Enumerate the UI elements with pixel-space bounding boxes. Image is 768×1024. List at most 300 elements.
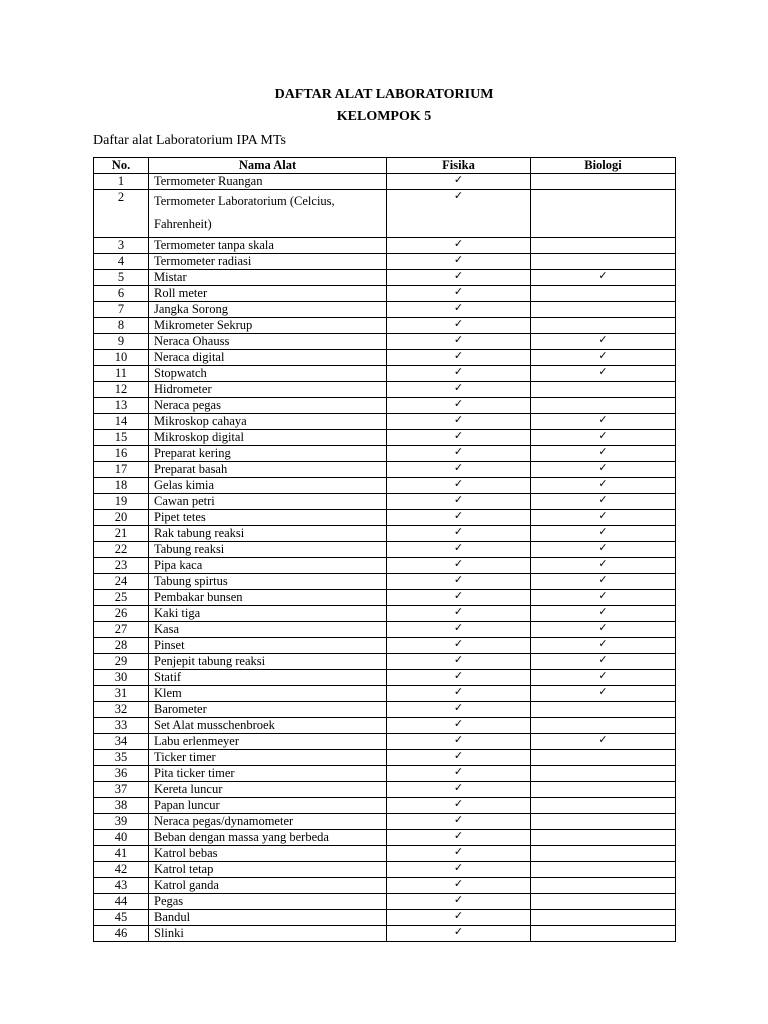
checkmark-icon: ✓ <box>598 270 608 282</box>
checkmark-icon: ✓ <box>453 766 464 778</box>
row-number: 21 <box>94 526 149 542</box>
checkmark-icon: ✓ <box>598 622 608 634</box>
equipment-name: Mikroskop digital <box>149 430 387 446</box>
intro-text: Daftar alat Laboratorium IPA MTs <box>93 133 286 148</box>
checkmark-icon: ✓ <box>453 830 464 842</box>
row-number: 18 <box>94 478 149 494</box>
checkmark-icon: ✓ <box>598 478 608 490</box>
biologi-cell <box>531 510 676 526</box>
checkmark-icon: ✓ <box>598 446 608 458</box>
equipment-name: Pita ticker timer <box>149 766 387 782</box>
biologi-cell <box>531 382 676 398</box>
biologi-cell <box>531 414 676 430</box>
checkmark-icon: ✓ <box>453 510 464 522</box>
checkmark-icon: ✓ <box>598 366 608 378</box>
biologi-cell <box>531 846 676 862</box>
equipment-table <box>93 157 676 942</box>
checkmark-icon: ✓ <box>453 366 464 378</box>
checkmark-icon: ✓ <box>453 910 464 922</box>
checkmark-icon: ✓ <box>453 798 464 810</box>
row-number: 7 <box>94 302 149 318</box>
checkmark-icon: ✓ <box>453 542 464 554</box>
checkmark-icon: ✓ <box>598 606 608 618</box>
row-number: 34 <box>94 734 149 750</box>
table-row <box>94 318 676 334</box>
checkmark-icon: ✓ <box>598 654 608 666</box>
checkmark-icon: ✓ <box>598 638 608 650</box>
fisika-cell <box>387 574 531 590</box>
table-row <box>94 302 676 318</box>
biologi-cell <box>531 334 676 350</box>
row-number: 22 <box>94 542 149 558</box>
checkmark-icon: ✓ <box>453 254 464 266</box>
biologi-cell <box>531 798 676 814</box>
equipment-name: Pegas <box>149 894 387 910</box>
biologi-cell <box>531 478 676 494</box>
fisika-cell <box>387 670 531 686</box>
fisika-cell <box>387 254 531 270</box>
table-row <box>94 382 676 398</box>
equipment-name: Statif <box>149 670 387 686</box>
table-row <box>94 894 676 910</box>
biologi-cell <box>531 254 676 270</box>
biologi-cell <box>531 542 676 558</box>
biologi-cell <box>531 398 676 414</box>
checkmark-icon: ✓ <box>453 174 464 186</box>
checkmark-icon: ✓ <box>453 350 464 362</box>
equipment-name: Preparat kering <box>149 446 387 462</box>
equipment-name: Barometer <box>149 702 387 718</box>
checkmark-icon: ✓ <box>453 430 464 442</box>
table-row <box>94 334 676 350</box>
checkmark-icon: ✓ <box>453 750 464 762</box>
checkmark-icon: ✓ <box>598 334 608 346</box>
row-number: 46 <box>94 926 149 942</box>
fisika-cell <box>387 798 531 814</box>
checkmark-icon: ✓ <box>453 494 464 506</box>
row-number: 23 <box>94 558 149 574</box>
checkmark-icon: ✓ <box>453 862 464 874</box>
biologi-cell <box>531 606 676 622</box>
checkmark-icon: ✓ <box>453 414 464 426</box>
fisika-cell <box>387 830 531 846</box>
row-number: 39 <box>94 814 149 830</box>
checkmark-icon: ✓ <box>598 574 608 586</box>
equipment-name: Preparat basah <box>149 462 387 478</box>
row-number: 35 <box>94 750 149 766</box>
fisika-cell <box>387 558 531 574</box>
checkmark-icon: ✓ <box>453 270 464 282</box>
equipment-name: Tabung reaksi <box>149 542 387 558</box>
checkmark-icon: ✓ <box>453 590 464 602</box>
table-header-row <box>94 158 676 174</box>
equipment-name: Mikroskop cahaya <box>149 414 387 430</box>
fisika-cell <box>387 702 531 718</box>
table-row <box>94 782 676 798</box>
biologi-cell <box>531 318 676 334</box>
fisika-cell <box>387 350 531 366</box>
table-row <box>94 526 676 542</box>
table-row <box>94 174 676 190</box>
biologi-cell <box>531 766 676 782</box>
checkmark-icon: ✓ <box>453 782 464 794</box>
checkmark-icon: ✓ <box>598 494 608 506</box>
table-row <box>94 398 676 414</box>
table-row <box>94 734 676 750</box>
equipment-name: Gelas kimia <box>149 478 387 494</box>
table-row <box>94 766 676 782</box>
row-number: 41 <box>94 846 149 862</box>
fisika-cell <box>387 286 531 302</box>
checkmark-icon: ✓ <box>453 686 464 698</box>
checkmark-icon: ✓ <box>453 462 464 474</box>
fisika-cell <box>387 766 531 782</box>
fisika-cell <box>387 542 531 558</box>
biologi-cell <box>531 350 676 366</box>
table-row <box>94 750 676 766</box>
equipment-name: Hidrometer <box>149 382 387 398</box>
row-number: 43 <box>94 878 149 894</box>
equipment-name: Termometer radiasi <box>149 254 387 270</box>
checkmark-icon: ✓ <box>453 302 464 314</box>
equipment-name: Pembakar bunsen <box>149 590 387 606</box>
row-number: 33 <box>94 718 149 734</box>
checkmark-icon: ✓ <box>453 446 464 458</box>
table-row <box>94 830 676 846</box>
biologi-cell <box>531 286 676 302</box>
table-row <box>94 190 676 238</box>
row-number: 9 <box>94 334 149 350</box>
row-number: 6 <box>94 286 149 302</box>
fisika-cell <box>387 174 531 190</box>
table-row <box>94 478 676 494</box>
equipment-name: Mikrometer Sekrup <box>149 318 387 334</box>
fisika-cell <box>387 606 531 622</box>
row-number: 45 <box>94 910 149 926</box>
checkmark-icon: ✓ <box>453 606 464 618</box>
biologi-cell <box>531 670 676 686</box>
checkmark-icon: ✓ <box>598 542 608 554</box>
fisika-cell <box>387 734 531 750</box>
biologi-cell <box>531 814 676 830</box>
checkmark-icon: ✓ <box>453 638 464 650</box>
fisika-cell <box>387 238 531 254</box>
equipment-name: Kaki tiga <box>149 606 387 622</box>
equipment-name: Labu erlenmeyer <box>149 734 387 750</box>
equipment-name: Bandul <box>149 910 387 926</box>
table-row <box>94 590 676 606</box>
fisika-cell <box>387 302 531 318</box>
checkmark-icon: ✓ <box>598 670 608 682</box>
equipment-name: Katrol ganda <box>149 878 387 894</box>
checkmark-icon: ✓ <box>598 558 608 570</box>
checkmark-icon: ✓ <box>453 318 464 330</box>
checkmark-icon: ✓ <box>453 286 464 298</box>
checkmark-icon: ✓ <box>453 190 464 202</box>
row-number: 15 <box>94 430 149 446</box>
fisika-cell <box>387 654 531 670</box>
row-number: 14 <box>94 414 149 430</box>
row-number: 30 <box>94 670 149 686</box>
equipment-name: Set Alat musschenbroek <box>149 718 387 734</box>
fisika-cell <box>387 638 531 654</box>
table-row <box>94 238 676 254</box>
checkmark-icon: ✓ <box>453 878 464 890</box>
fisika-cell <box>387 190 531 238</box>
equipment-name: Pipet tetes <box>149 510 387 526</box>
biologi-cell <box>531 878 676 894</box>
fisika-cell <box>387 894 531 910</box>
biologi-cell <box>531 174 676 190</box>
equipment-name: Pinset <box>149 638 387 654</box>
checkmark-icon: ✓ <box>453 718 464 730</box>
fisika-cell <box>387 366 531 382</box>
table-row <box>94 878 676 894</box>
equipment-name: Mistar <box>149 270 387 286</box>
row-number: 11 <box>94 366 149 382</box>
row-number: 5 <box>94 270 149 286</box>
biologi-cell <box>531 622 676 638</box>
table-row <box>94 254 676 270</box>
checkmark-icon: ✓ <box>598 462 608 474</box>
fisika-cell <box>387 814 531 830</box>
table-row <box>94 430 676 446</box>
fisika-cell <box>387 446 531 462</box>
checkmark-icon: ✓ <box>453 670 464 682</box>
fisika-cell <box>387 926 531 942</box>
row-number: 27 <box>94 622 149 638</box>
row-number: 32 <box>94 702 149 718</box>
fisika-cell <box>387 782 531 798</box>
row-number: 20 <box>94 510 149 526</box>
equipment-name: Kasa <box>149 622 387 638</box>
row-number: 36 <box>94 766 149 782</box>
fisika-cell <box>387 750 531 766</box>
fisika-cell <box>387 462 531 478</box>
equipment-name: Katrol bebas <box>149 846 387 862</box>
row-number: 17 <box>94 462 149 478</box>
fisika-cell <box>387 622 531 638</box>
fisika-cell <box>387 334 531 350</box>
checkmark-icon: ✓ <box>453 478 464 490</box>
equipment-name: Neraca digital <box>149 350 387 366</box>
fisika-cell <box>387 910 531 926</box>
equipment-name: Kereta luncur <box>149 782 387 798</box>
biologi-cell <box>531 558 676 574</box>
checkmark-icon: ✓ <box>453 526 464 538</box>
equipment-name: Pipa kaca <box>149 558 387 574</box>
table-row <box>94 414 676 430</box>
biologi-cell <box>531 190 676 238</box>
biologi-cell <box>531 718 676 734</box>
table-row <box>94 622 676 638</box>
row-number: 3 <box>94 238 149 254</box>
checkmark-icon: ✓ <box>598 414 608 426</box>
checkmark-icon: ✓ <box>453 238 464 250</box>
fisika-cell <box>387 590 531 606</box>
table-row <box>94 510 676 526</box>
equipment-name: Termometer Ruangan <box>149 174 387 190</box>
biologi-cell <box>531 830 676 846</box>
checkmark-icon: ✓ <box>453 702 464 714</box>
fisika-cell <box>387 718 531 734</box>
row-number: 10 <box>94 350 149 366</box>
table-row <box>94 574 676 590</box>
header-fisika: Fisika <box>387 158 531 174</box>
equipment-name: Stopwatch <box>149 366 387 382</box>
table-row <box>94 718 676 734</box>
fisika-cell <box>387 414 531 430</box>
checkmark-icon: ✓ <box>598 686 608 698</box>
row-number: 26 <box>94 606 149 622</box>
table-row <box>94 462 676 478</box>
row-number: 28 <box>94 638 149 654</box>
table-row <box>94 814 676 830</box>
checkmark-icon: ✓ <box>453 846 464 858</box>
equipment-name: Katrol tetap <box>149 862 387 878</box>
checkmark-icon: ✓ <box>453 734 464 746</box>
equipment-name: Penjepit tabung reaksi <box>149 654 387 670</box>
fisika-cell <box>387 526 531 542</box>
checkmark-icon: ✓ <box>598 430 608 442</box>
fisika-cell <box>387 510 531 526</box>
fisika-cell <box>387 846 531 862</box>
row-number: 8 <box>94 318 149 334</box>
fisika-cell <box>387 382 531 398</box>
row-number: 19 <box>94 494 149 510</box>
checkmark-icon: ✓ <box>453 558 464 570</box>
row-number: 42 <box>94 862 149 878</box>
equipment-name: Termometer Laboratorium (Celcius, Fahrenheit) <box>149 190 387 238</box>
header-name: Nama Alat <box>149 158 387 174</box>
biologi-cell <box>531 702 676 718</box>
table-row <box>94 910 676 926</box>
fisika-cell <box>387 494 531 510</box>
table-row <box>94 270 676 286</box>
row-number: 31 <box>94 686 149 702</box>
fisika-cell <box>387 270 531 286</box>
biologi-cell <box>531 638 676 654</box>
equipment-name: Neraca Ohauss <box>149 334 387 350</box>
fisika-cell <box>387 318 531 334</box>
checkmark-icon: ✓ <box>453 574 464 586</box>
biologi-cell <box>531 926 676 942</box>
table-row <box>94 846 676 862</box>
biologi-cell <box>531 494 676 510</box>
fisika-cell <box>387 862 531 878</box>
table-row <box>94 542 676 558</box>
row-number: 2 <box>94 190 149 238</box>
biologi-cell <box>531 430 676 446</box>
biologi-cell <box>531 574 676 590</box>
equipment-name: Beban dengan massa yang berbeda <box>149 830 387 846</box>
equipment-name: Slinki <box>149 926 387 942</box>
biologi-cell <box>531 894 676 910</box>
row-number: 40 <box>94 830 149 846</box>
biologi-cell <box>531 862 676 878</box>
checkmark-icon: ✓ <box>598 350 608 362</box>
table-row <box>94 286 676 302</box>
table-row <box>94 798 676 814</box>
equipment-name: Cawan petri <box>149 494 387 510</box>
table-row <box>94 494 676 510</box>
checkmark-icon: ✓ <box>453 382 464 394</box>
biologi-cell <box>531 366 676 382</box>
checkmark-icon: ✓ <box>453 814 464 826</box>
biologi-cell <box>531 750 676 766</box>
equipment-name: Roll meter <box>149 286 387 302</box>
equipment-name: Neraca pegas <box>149 398 387 414</box>
row-number: 44 <box>94 894 149 910</box>
biologi-cell <box>531 590 676 606</box>
header-biologi: Biologi <box>531 158 676 174</box>
table-row <box>94 702 676 718</box>
biologi-cell <box>531 302 676 318</box>
checkmark-icon: ✓ <box>453 926 464 938</box>
row-number: 24 <box>94 574 149 590</box>
biologi-cell <box>531 270 676 286</box>
checkmark-icon: ✓ <box>453 398 464 410</box>
row-number: 29 <box>94 654 149 670</box>
biologi-cell <box>531 654 676 670</box>
biologi-cell <box>531 238 676 254</box>
table-row <box>94 670 676 686</box>
equipment-name: Termometer tanpa skala <box>149 238 387 254</box>
biologi-cell <box>531 782 676 798</box>
table-row <box>94 558 676 574</box>
table-row <box>94 862 676 878</box>
fisika-cell <box>387 878 531 894</box>
checkmark-icon: ✓ <box>453 654 464 666</box>
checkmark-icon: ✓ <box>598 526 608 538</box>
fisika-cell <box>387 686 531 702</box>
row-number: 25 <box>94 590 149 606</box>
equipment-name: Papan luncur <box>149 798 387 814</box>
equipment-name: Tabung spirtus <box>149 574 387 590</box>
row-number: 13 <box>94 398 149 414</box>
table-row <box>94 926 676 942</box>
checkmark-icon: ✓ <box>598 734 608 746</box>
table-row <box>94 350 676 366</box>
checkmark-icon: ✓ <box>453 622 464 634</box>
row-number: 12 <box>94 382 149 398</box>
table-row <box>94 366 676 382</box>
biologi-cell <box>531 734 676 750</box>
document-title: DAFTAR ALAT LABORATORIUM <box>274 87 494 102</box>
checkmark-icon: ✓ <box>453 894 464 906</box>
biologi-cell <box>531 686 676 702</box>
table-row <box>94 686 676 702</box>
row-number: 38 <box>94 798 149 814</box>
equipment-name: Jangka Sorong <box>149 302 387 318</box>
equipment-name: Neraca pegas/dynamometer <box>149 814 387 830</box>
row-number: 16 <box>94 446 149 462</box>
checkmark-icon: ✓ <box>598 590 608 602</box>
table-row <box>94 638 676 654</box>
table-row <box>94 606 676 622</box>
biologi-cell <box>531 910 676 926</box>
equipment-name: Ticker timer <box>149 750 387 766</box>
row-number: 4 <box>94 254 149 270</box>
biologi-cell <box>531 526 676 542</box>
table-row <box>94 654 676 670</box>
equipment-name: Klem <box>149 686 387 702</box>
row-number: 1 <box>94 174 149 190</box>
row-number: 37 <box>94 782 149 798</box>
equipment-name: Rak tabung reaksi <box>149 526 387 542</box>
table-body <box>94 174 676 942</box>
group-title: KELOMPOK 5 <box>336 109 432 124</box>
